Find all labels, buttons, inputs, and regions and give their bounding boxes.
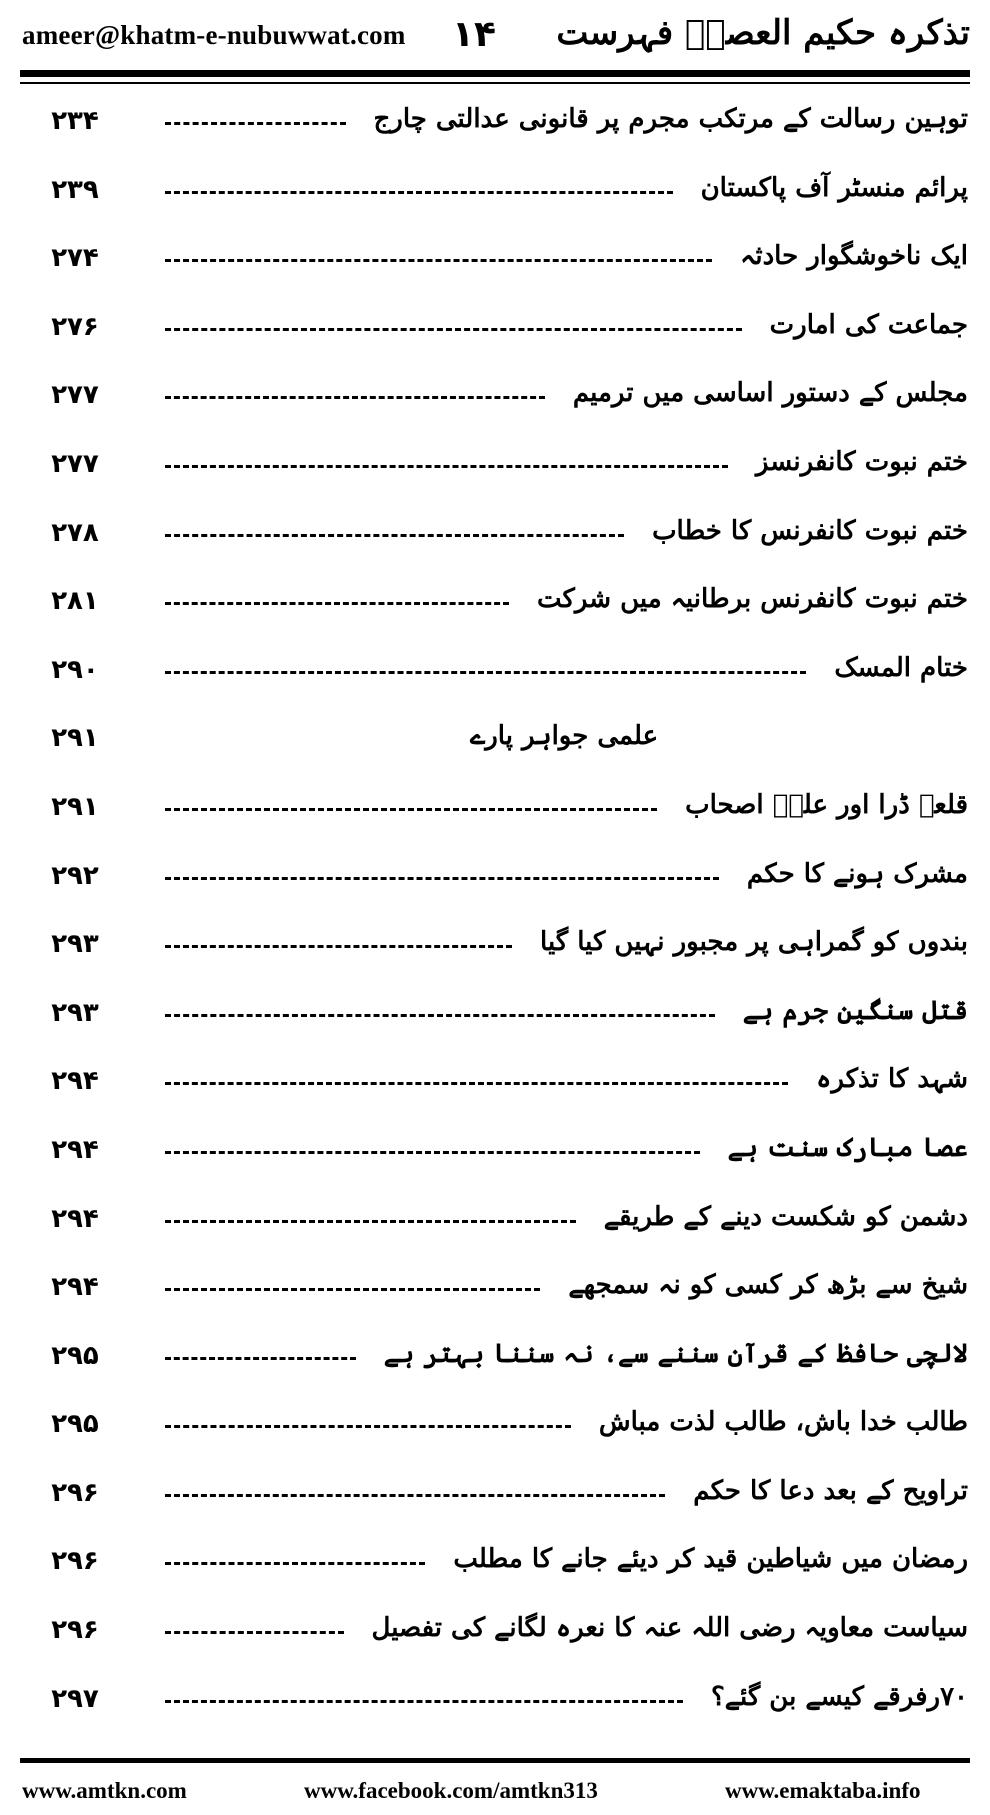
- toc-leader-dashes: [165, 1014, 715, 1017]
- toc-leader-dashes: [165, 396, 545, 399]
- toc-leader-dashes: [165, 1631, 344, 1634]
- toc-entry: [0, 233, 990, 302]
- toc-entry-title: ختم نبوت کانفرنسز: [755, 446, 968, 477]
- toc-entry-page: ۲۹۲: [51, 860, 99, 891]
- header-rule-thin: [20, 82, 970, 84]
- toc-entry: [0, 96, 990, 165]
- toc-entry-title: ایک ناخوشگوار حادثہ: [740, 241, 968, 272]
- toc-entry: [0, 1468, 990, 1537]
- toc-leader-dashes: [165, 1562, 425, 1565]
- footer-rule: [20, 1758, 970, 1763]
- toc-entry-title: سیاست معاویہ رضی اللہ عنہ کا نعرہ لگانے کی تفصیل: [371, 1613, 968, 1644]
- toc-entry-page: ۲۹۴: [51, 1272, 99, 1303]
- toc-entry-title: علمی جواہر پارے: [470, 721, 659, 752]
- toc-entry-title: ختم نبوت کانفرنس کا خطاب: [652, 515, 968, 546]
- toc-leader-dashes: [165, 328, 742, 331]
- toc-entry: [0, 1056, 990, 1125]
- toc-leader-dashes: [165, 122, 346, 125]
- toc-entry: [0, 1262, 990, 1331]
- toc-section-heading: [0, 713, 990, 782]
- book-title: تذکرہ حکیم العصرؒ فہرست: [556, 13, 970, 53]
- header-email: ameer@khatm-e-nubuwwat.com: [22, 20, 406, 50]
- toc-entry-page: ۲۷۸: [51, 517, 99, 548]
- toc-entry: [0, 988, 990, 1057]
- footer-link-emaktaba[interactable]: www.emaktaba.info: [725, 1778, 921, 1803]
- toc-entry-page: ۲۹۴: [51, 1066, 99, 1097]
- toc-entry: [0, 370, 990, 439]
- toc-entry-page: ۲۹۶: [51, 1477, 99, 1508]
- toc-entry: [0, 1125, 990, 1194]
- toc-entry-title: لالچی حافظ کے قرآن سننے سے، نہ سننا بہتر ہے: [383, 1338, 968, 1369]
- toc-entry: [0, 1331, 990, 1400]
- toc-entry-title: شہد کا تذکرہ: [816, 1064, 968, 1095]
- toc-leader-dashes: [165, 1288, 540, 1291]
- toc-entry-title: قلعہ ڈرا اور علیؓ اصحاب: [685, 789, 968, 820]
- toc-leader-dashes: [165, 1425, 571, 1428]
- toc-entry-title: مجلس کے دستور اساسی میں ترمیم: [572, 378, 968, 409]
- toc-entry: [0, 919, 990, 988]
- toc-entry-page: ۲۹۶: [51, 1615, 99, 1646]
- toc-entry-page: ۲۹۳: [51, 929, 99, 960]
- toc-entry-page: ۲۳۴: [51, 106, 99, 136]
- toc-entry: [0, 1536, 990, 1605]
- toc-entry-title: توہین رسالت کے مرتکب مجرم پر قانونی عدالتی چارج: [373, 104, 968, 134]
- toc-leader-dashes: [165, 259, 712, 262]
- toc-entry-title: مشرک ہونے کا حکم: [746, 858, 968, 889]
- footer-link-facebook[interactable]: www.facebook.com/amtkn313: [304, 1778, 598, 1803]
- footer-link-amtkn[interactable]: www.amtkn.com: [22, 1778, 187, 1803]
- toc-leader-dashes: [165, 1494, 665, 1497]
- toc-leader-dashes: [165, 465, 728, 468]
- toc-leader-dashes: [165, 877, 719, 880]
- toc-entry: [0, 576, 990, 645]
- toc-entry-title: رمضان میں شیاطین قید کر دیئے جانے کا مطلب: [453, 1544, 968, 1575]
- toc-entry-page: ۲۹۴: [51, 1134, 99, 1165]
- toc-entry-title: قتل سنگین جرم ہے: [742, 995, 968, 1026]
- toc-entry-page: ۲۹۷: [51, 1683, 99, 1714]
- toc-entry: [0, 645, 990, 714]
- toc-leader-dashes: [165, 1700, 683, 1703]
- toc-leader-dashes: [165, 808, 657, 811]
- toc-entry-title: ۷۰رفرقے کیسے بن گئے؟: [710, 1681, 968, 1712]
- toc-leader-dashes: [165, 602, 509, 605]
- toc-entry: [0, 1194, 990, 1263]
- toc-leader-dashes: [165, 1357, 356, 1360]
- toc-entry-title: ختم نبوت کانفرنس برطانیہ میں شرکت: [536, 584, 968, 615]
- toc-entry-page: ۲۳۹: [51, 174, 99, 205]
- toc-entry-page: ۲۷۶: [51, 311, 99, 342]
- toc-entry-title: ختام المسک: [834, 652, 968, 683]
- toc-entry-page: ۲۹۰: [51, 654, 99, 685]
- toc-entry-title: طالب خدا باش، طالب لذت مباش: [598, 1407, 968, 1438]
- toc-entry-page: ۲۹۳: [51, 997, 99, 1028]
- toc-entry-page: ۲۹۱: [51, 791, 99, 822]
- toc-entry-title: دشمن کو شکست دینے کے طریقے: [603, 1201, 968, 1232]
- toc-entry: [0, 165, 990, 234]
- table-of-contents: [0, 96, 990, 1742]
- toc-entry-page: ۲۸۱: [51, 586, 99, 617]
- toc-entry-title: تراویح کے بعد دعا کا حکم: [693, 1475, 968, 1506]
- toc-entry-page: ۲۷۷: [51, 380, 99, 411]
- toc-leader-dashes: [165, 1151, 700, 1154]
- toc-entry: [0, 1605, 990, 1674]
- header-rule-thick: [20, 70, 970, 77]
- toc-leader-dashes: [165, 671, 806, 674]
- toc-entry: [0, 508, 990, 577]
- toc-entry-page: ۲۹۶: [51, 1546, 99, 1577]
- page-header: [0, 0, 990, 78]
- toc-leader-dashes: [165, 945, 512, 948]
- toc-entry-page: ۲۹۴: [51, 1203, 99, 1234]
- toc-entry-page: ۲۷۷: [51, 448, 99, 479]
- toc-leader-dashes: [165, 1082, 788, 1085]
- toc-entry-page: ۲۹۵: [51, 1340, 99, 1371]
- toc-leader-dashes: [165, 1220, 576, 1223]
- toc-entry: [0, 1399, 990, 1468]
- toc-leader-dashes: [165, 191, 673, 194]
- toc-entry-page: ۲۷۴: [51, 243, 99, 274]
- page-number: ۱۴: [452, 14, 496, 55]
- toc-entry: [0, 1674, 990, 1743]
- toc-entry-title: عصا مبارک سنت ہے: [727, 1132, 968, 1163]
- toc-entry-page: ۲۹۵: [51, 1409, 99, 1440]
- toc-entry-title: جماعت کی امارت: [769, 309, 968, 340]
- toc-entry-page: ۲۹۱: [51, 723, 99, 754]
- toc-entry-title: شیخ سے بڑھ کر کسی کو نہ سمجھے: [568, 1270, 968, 1301]
- toc-leader-dashes: [165, 534, 624, 537]
- toc-entry-title: پرائم منسٹر آف پاکستان: [700, 172, 968, 203]
- toc-entry: [0, 851, 990, 920]
- toc-entry: [0, 439, 990, 508]
- toc-entry: [0, 782, 990, 851]
- page-footer: [0, 1758, 990, 1815]
- toc-entry: [0, 302, 990, 371]
- toc-entry-title: بندوں کو گمراہی پر مجبور نہیں کیا گیا: [540, 927, 968, 958]
